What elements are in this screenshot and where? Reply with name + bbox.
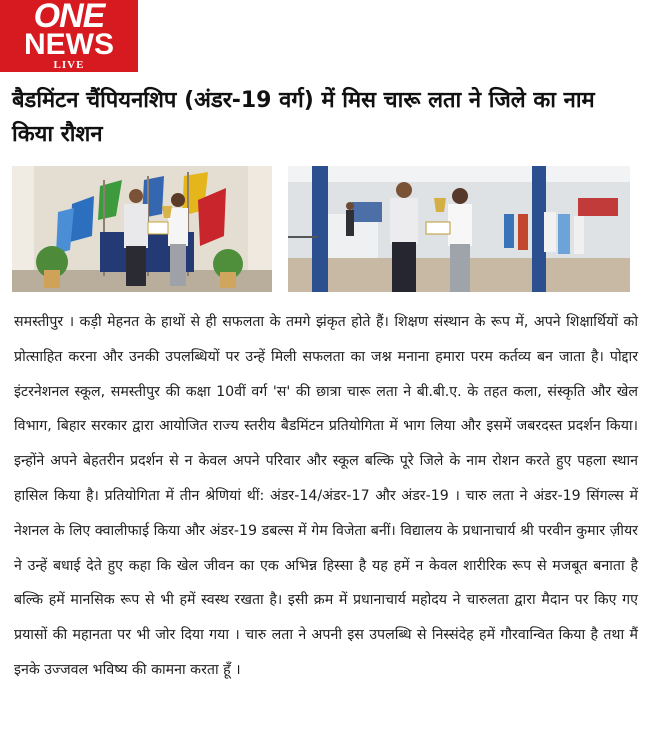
ceremony-photo-left: [12, 166, 272, 292]
ceremony-photo-right: [288, 166, 630, 292]
logo-one: ONE: [33, 0, 105, 35]
logo-news: NEWS: [24, 28, 114, 61]
article-photo-right: [288, 166, 630, 292]
article-headline: बैडमिंटन चैंपियनशिप (अंडर-19 वर्ग) में मिस चारू लता ने जिले का नाम किया रौशन: [12, 88, 595, 147]
news-logo[interactable]: [0, 0, 138, 72]
article-photo-left: [12, 166, 272, 292]
article-body: समस्तीपुर । कड़ी मेहनत के हाथों से ही सफलता के तमगे झंकृत होते हैं। शिक्षण संस्थान के रूप में, अपने शिक्षार्थियों को प्रोत्साहित करना और उनकी उपलब्धियों पर उन्हें मिली सफलता का जश्न मनाना हमारा परम कर्तव्य बन जाता है। पोद्दार इंटरनेशनल स्कूल, समस्तीपुर की कक्षा 10वीं वर्ग 'स' की छात्रा चारू लता ने बी.बी.ए. के तहत कला, संस्कृति और खेल विभाग, बिहार सरकार द्वारा आयोजित राज्य स्तरीय बैडमिंटन प्रतियोगिता में भाग लिया और इसमें जबरदस्त प्रदर्शन किया। इन्होंने अपने बेहतरीन प्रदर्शन से न केवल अपने परिवार और स्कूल बल्कि पूरे जिले के नाम रोशन करते हुए पहला स्थान हासिल किया है। प्रतियोगिता में तीन श्रेणियां थीं: अंडर-14/अंडर-17 और अंडर-19 । चारु लता ने अंडर-19 सिंगल्स में नेशनल के लिए क्वालीफाई किया और अंडर-19 डबल्स में गेम विजेता बनीं। विद्यालय के प्रधानाचार्य श्री परवीन कुमार ज़ीयर ने उन्हें बधाई देते हुए कहा कि खेल जीवन का एक अभिन्न हिस्सा है यह हमें न केवल शारीरिक रूप से मजबूत बनाता है बल्कि हमें मानसिक रूप से भी हमें स्वस्थ रखता है। इसी क्रम में प्रधानाचार्य महोदय ने चारुलता द्वारा मैदान पर किए गए प्रयासों की महानता पर भी जोर दिया गया । चारु लता ने अपनी इस उपलब्धि से निस्संदेह हमें गौरवान्वित किया है तथा मैं इनके उज्जवल भविष्य की कामना करता हूँ ।: [14, 314, 638, 678]
logo-live: LIVE: [53, 59, 85, 71]
